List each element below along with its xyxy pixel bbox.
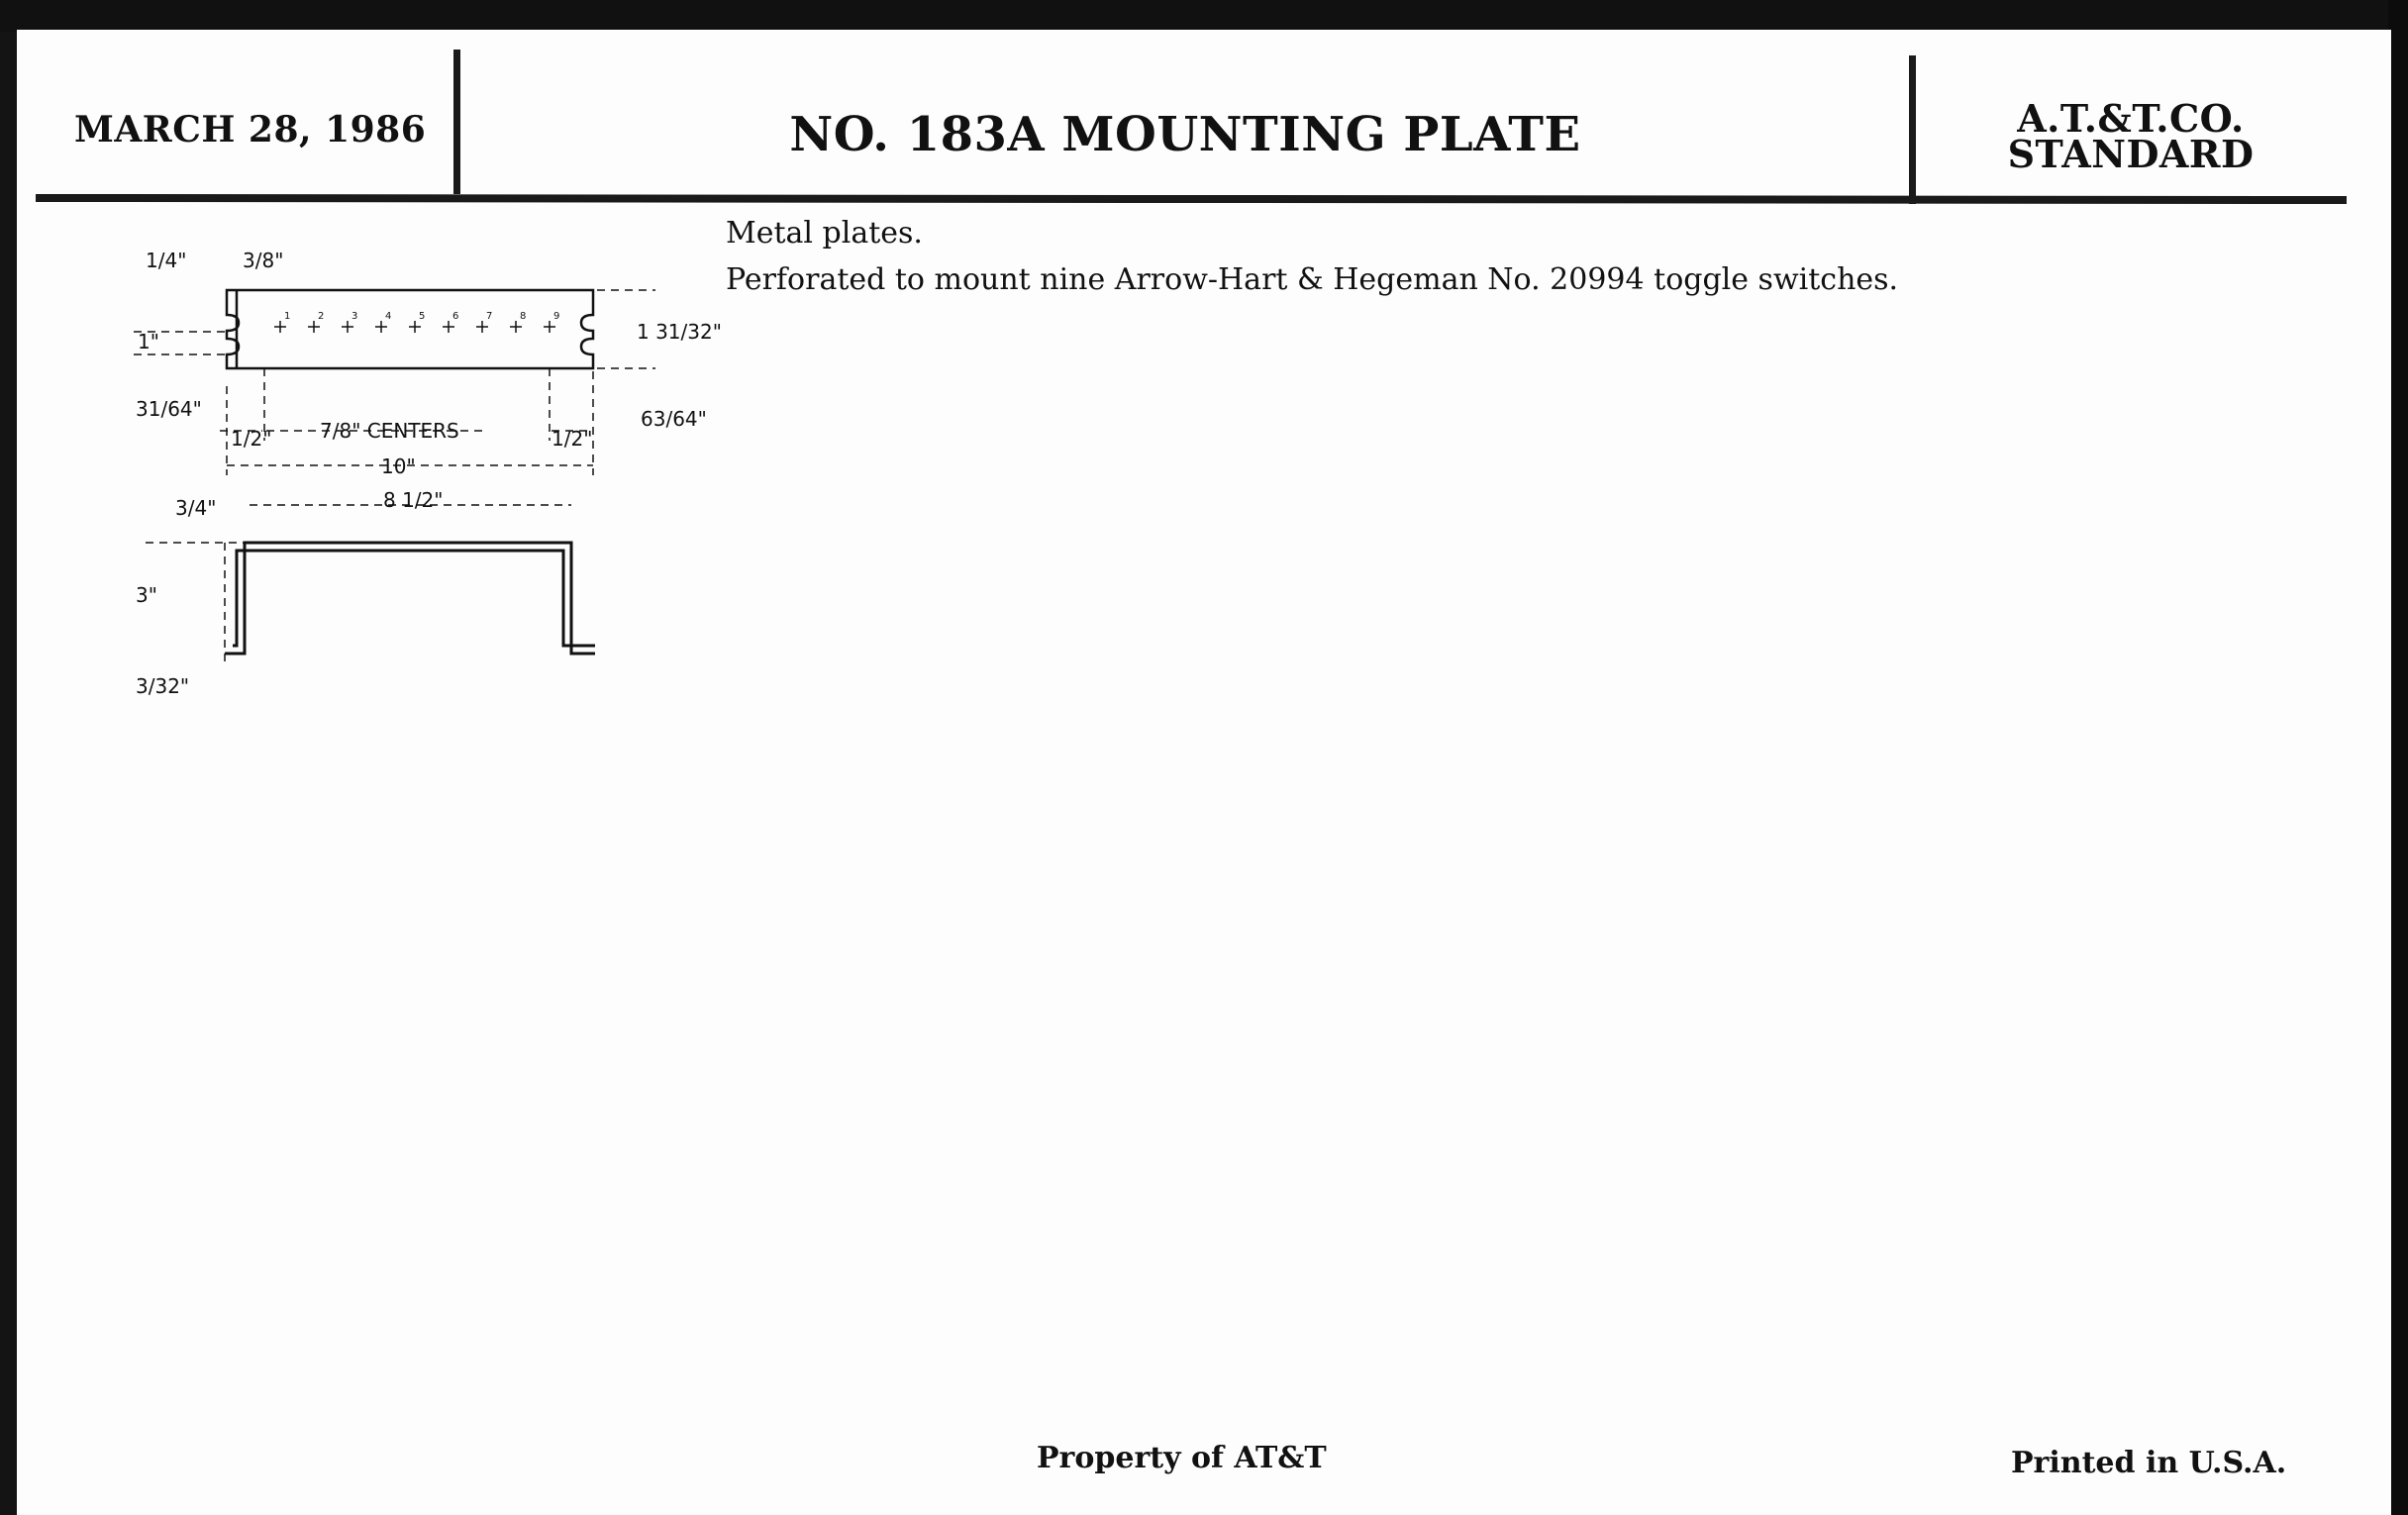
dim-three: 3" (136, 583, 157, 607)
hole-number: 6 (452, 311, 459, 322)
scan-border-top (0, 0, 2408, 32)
dim-one-inch: 1" (138, 330, 159, 354)
dimension-labels (136, 249, 722, 698)
hole-markers (274, 321, 555, 333)
header-divider-left (453, 50, 460, 194)
dim-three-eighths: 3/8" (243, 249, 284, 272)
plate-top-view (227, 290, 593, 368)
dim-31-32: 1 31/32" (637, 320, 722, 344)
hole-number: 7 (486, 311, 493, 322)
dim-quarter-inch: 1/4" (146, 249, 187, 272)
hole-numbers (284, 311, 559, 322)
page-title: NO. 183A MOUNTING PLATE (789, 107, 1581, 162)
dim-three-quarter: 3/4" (175, 496, 217, 520)
dim-31-64: 31/64" (136, 397, 202, 421)
hole-number: 3 (351, 311, 358, 322)
standard-card (17, 30, 2391, 1515)
description-line: Metal plates. (726, 216, 923, 251)
dim-half-right: 1/2" (552, 427, 593, 451)
footer-property: Property of AT&T (1037, 1441, 1327, 1475)
hole-number: 2 (318, 311, 325, 322)
hole-number: 1 (284, 311, 291, 322)
hole-number: 4 (385, 311, 392, 322)
standard-label (1913, 96, 2349, 176)
footer-printed: Printed in U.S.A. (2011, 1446, 2287, 1480)
issue-date: MARCH 28, 1986 (74, 109, 427, 151)
standard-label-line1: A.T.&T.CO. (2017, 96, 2245, 141)
hole-number: 9 (553, 311, 560, 322)
description (726, 216, 1898, 309)
dim-eight-half: 8 1/2" (383, 488, 444, 512)
dim-half-left: 1/2" (231, 427, 272, 451)
hole-number: 8 (520, 311, 527, 322)
header-rule (36, 194, 2347, 204)
scan-border-right (2388, 0, 2408, 1515)
standard-label-line2: STANDARD (2007, 132, 2255, 176)
dim-ten: 10" (381, 454, 416, 478)
dim-three-32: 3/32" (136, 674, 190, 698)
dim-centers: 7/8" CENTERS (320, 419, 459, 443)
dim-63-64: 63/64" (641, 407, 707, 431)
description-line: Perforated to mount nine Arrow-Hart & Hegeman No. 20994 toggle switches. (726, 262, 1899, 297)
plate-side-view (225, 543, 595, 654)
mounting-plate-drawing (116, 228, 750, 723)
hole-number: 5 (419, 311, 426, 322)
